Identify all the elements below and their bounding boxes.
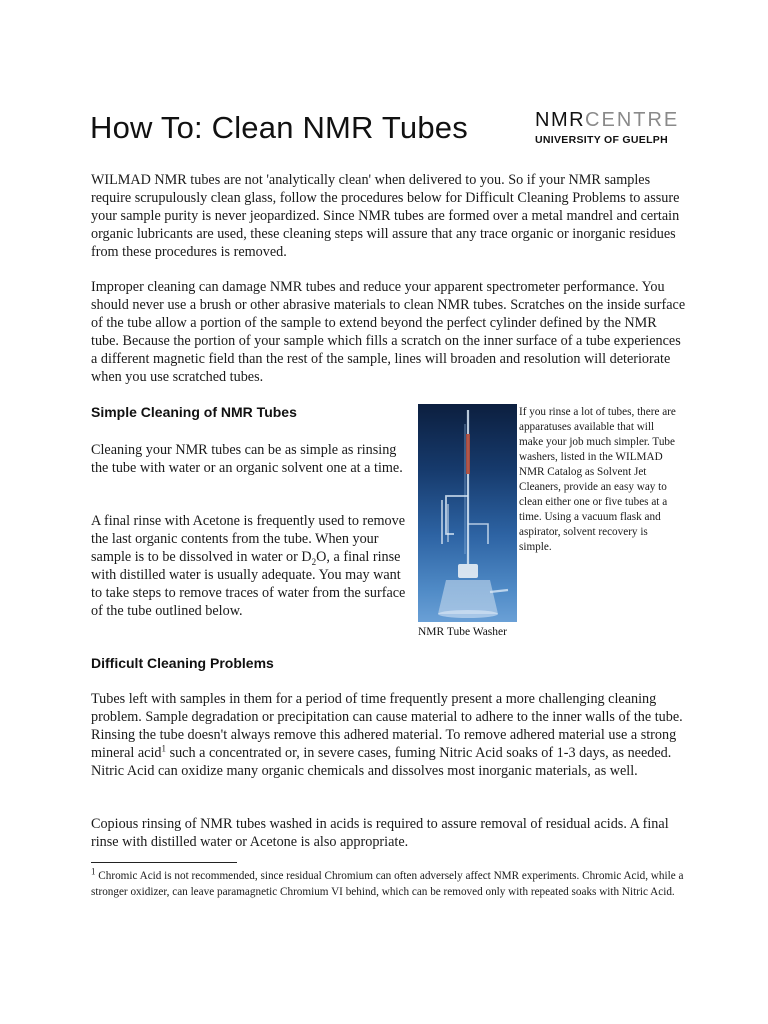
d2o-subscript: 2	[311, 556, 317, 567]
footnote-text: Chromic Acid is not recommended, since residual Chromium can often adversely affect NMR experiments. Chromic Acid, while a stronger oxidizer, can leave paramagnetic Chromium VI behind, which can be removed only with repeated soaks with Nitric Acid.	[91, 870, 684, 898]
nmr-tube-washer-photo	[418, 404, 517, 622]
logo-university: UNIVERSITY OF GUELPH	[535, 134, 668, 146]
simple-cleaning-heading: Simple Cleaning of NMR Tubes	[91, 404, 297, 420]
difficult-cleaning-paragraph-1	[91, 690, 687, 780]
page-title: How To: Clean NMR Tubes	[90, 110, 468, 145]
footnote-reference: 1	[161, 743, 167, 754]
footnote-divider	[91, 862, 237, 863]
simple-p2-text-a: A final rinse with Acetone is frequently used to remove the last organic contents from the tube. When your sample is to be dissolved in water or D	[91, 513, 406, 565]
tube-washer-illustration	[418, 404, 517, 622]
simple-p2-text-b: O, a final rinse with distilled water is usually adequate. You may want to take steps to remove traces of water from the surface of the tube outlined below.	[91, 549, 406, 619]
footnote-mark: 1	[91, 866, 96, 877]
simple-cleaning-paragraph-2	[91, 512, 407, 620]
difficult-p1-text-b: such a concentrated or, in severe cases, fuming Nitric Acid soaks of 1-3 days, as needed. Nitric Acid can oxidize many organic chemicals and dissolves most inorganic materials, as well.	[91, 745, 672, 779]
logo-centre: CENTRE	[585, 109, 680, 131]
intro-paragraph-1: WILMAD NMR tubes are not 'analytically clean' when delivered to you. So if your NMR samples require scrupulously clean glass, follow the procedures below for Difficult Cleaning Problems to assure your sample purity is never jeopardized. Since NMR tubes are formed over a metal mandrel and certain organic lubricants are used, these cleaning steps will assure that any trace organic or inorganic residues from these procedures is removed.	[91, 172, 680, 260]
logo-wordmark	[535, 108, 679, 132]
logo-nmr: NMR	[535, 109, 586, 131]
nmr-centre-logo	[535, 108, 679, 146]
photo-caption: NMR Tube Washer	[418, 626, 507, 638]
difficult-cleaning-paragraph-2: Copious rinsing of NMR tubes washed in acids is required to assure removal of residual acids. A final rinse with distilled water or Acetone is also appropriate.	[91, 816, 669, 850]
simple-cleaning-paragraph-1: Cleaning your NMR tubes can be as simple as rinsing the tube with water or an organic solvent one at a time.	[91, 442, 403, 476]
difficult-cleaning-heading: Difficult Cleaning Problems	[91, 655, 274, 671]
intro-paragraph-2: Improper cleaning can damage NMR tubes and reduce your apparent spectrometer performance. You should never use a brush or other abrasive materials to clean NMR tubes. Scratches on the inside surface of the tube allow a portion of the sample to extend beyond the perfect cylinder defined by the NMR tube. Because the portion of your sample which fills a scratch on the inner surface of a tube experiences a different magnetic field than the rest of the sample, lines will broaden and resolution will deteriorate when you use scratched tubes.	[91, 279, 686, 385]
footnote	[91, 868, 687, 900]
tube-washer-sidenote: If you rinse a lot of tubes, there are apparatuses available that will make your job much simpler. Tube washers, listed in the WILMAD NMR Catalog as Solvent Jet Cleaners, provide an easy way to clean either one or five tubes at a time. Using a vacuum flask and aspirator, solvent recovery is simple.	[519, 406, 676, 553]
difficult-p1-text-a: Tubes left with samples in them for a period of time frequently present a more challenging cleaning problem. Sample degradation or precipitation can cause material to adhere to the inner walls of the tube. Rinsing the tube doesn't always remove this adhered material. To remove adhered material use a strong mineral acid	[91, 691, 683, 761]
